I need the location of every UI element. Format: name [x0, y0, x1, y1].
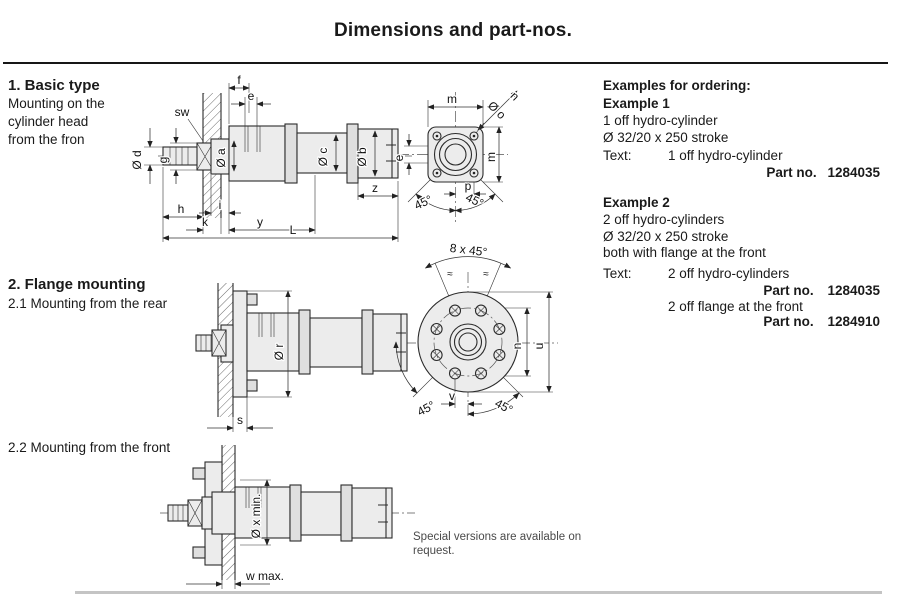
section-basic-heading: 1. Basic type	[8, 77, 100, 94]
dim-approx-1: ≈	[447, 269, 453, 280]
dim-f: f	[237, 73, 241, 87]
front-view-square-flange	[392, 89, 522, 225]
dim-e-left: e	[392, 154, 406, 162]
example2-part2-no: 1284910	[827, 314, 880, 329]
dim-u: u	[532, 342, 546, 350]
dim-g: g	[156, 156, 170, 164]
special-versions-note-line1: Special versions are available on	[413, 531, 582, 543]
dim-od: Ø d	[130, 150, 144, 170]
example1-part-label: Part no.	[766, 165, 817, 180]
dim-oo: Ø o	[485, 98, 509, 122]
example2-text-label: Text:	[603, 266, 632, 281]
example2-part1-label: Part no.	[763, 283, 814, 298]
ordering-heading: Examples for ordering:	[603, 78, 751, 93]
dim-ob: Ø b	[355, 147, 369, 167]
special-versions-note-line2: request.	[413, 545, 455, 557]
example2-line3: both with flange at the front	[603, 245, 766, 260]
dim-i: i	[218, 198, 222, 212]
example1-text-value: 1 off hydro-cylinder	[668, 148, 783, 163]
dim-s: s	[237, 413, 243, 427]
example2-line2: Ø 32/20 x 250 stroke	[603, 229, 729, 244]
drawing-basic-type-side-view	[130, 73, 412, 242]
section-flange-rear: 2.1 Mounting from the rear	[8, 296, 168, 311]
drawing-flange-front-side-view	[160, 445, 415, 589]
dim-ox-min: Ø x min.	[249, 493, 263, 539]
dim-45-left-2: 45°	[414, 398, 438, 419]
dim-oa: Ø a	[214, 148, 228, 168]
dim-e: e	[247, 89, 255, 103]
example2-item2: 2 off flange at the front	[668, 299, 803, 314]
dim-approx-2: ≈	[483, 269, 489, 280]
dim-45-right-2: 45°	[492, 396, 516, 417]
example1-text-label: Text:	[603, 148, 632, 163]
section-flange-front: 2.2 Mounting from the front	[8, 440, 171, 455]
dim-sw: sw	[174, 105, 190, 119]
example1-line2: Ø 32/20 x 250 stroke	[603, 130, 729, 145]
example1-title: Example 1	[603, 96, 670, 111]
example2-line1: 2 off hydro-cylinders	[603, 212, 725, 227]
dim-8x45: 8 x 45°	[449, 240, 488, 260]
dim-v: v	[449, 389, 455, 403]
example2-part2-label: Part no.	[763, 314, 814, 329]
dim-or: Ø r	[272, 343, 286, 361]
dim-L: L	[289, 223, 297, 237]
dim-w-max: w max.	[246, 569, 285, 583]
dim-p: p	[464, 179, 472, 193]
example2-text-value: 2 off hydro-cylinders	[668, 266, 790, 281]
dim-n: n	[507, 88, 523, 104]
dim-z: z	[372, 181, 378, 195]
front-view-circular-flange	[396, 241, 553, 419]
section-flange-heading: 2. Flange mounting	[8, 276, 146, 293]
dim-m-right: m	[484, 152, 498, 162]
dim-m-top: m	[447, 92, 457, 106]
dim-oc: Ø c	[316, 147, 330, 167]
page-title: Dimensions and part-nos.	[333, 20, 573, 41]
dim-45-right: 45°	[463, 190, 486, 211]
example1-part-no: 1284035	[827, 165, 880, 180]
dim-45-left: 45°	[412, 192, 435, 213]
dim-n2: n	[510, 342, 524, 350]
example2-title: Example 2	[603, 195, 670, 210]
section-basic-line1: Mounting on the	[8, 96, 105, 111]
section-basic-line3: from the fron	[8, 132, 85, 147]
example2-part1-no: 1284035	[827, 283, 880, 298]
dim-h: h	[177, 202, 185, 216]
example1-line1: 1 off hydro-cylinder	[603, 113, 718, 128]
dim-k: k	[202, 215, 208, 229]
section-basic-line2: cylinder head	[8, 114, 89, 129]
dim-y: y	[257, 215, 263, 229]
